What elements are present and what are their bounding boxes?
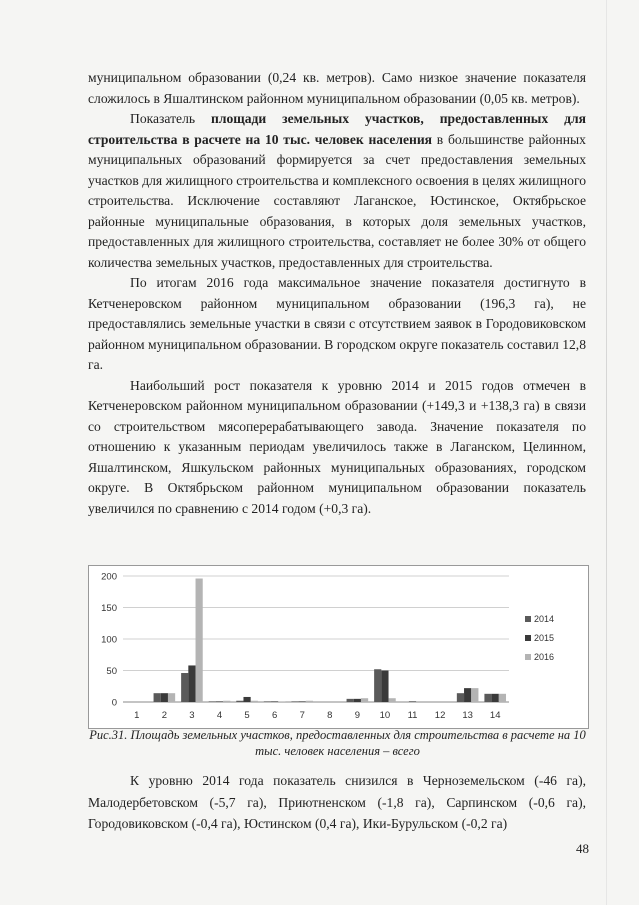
x-tick-label: 7	[299, 710, 305, 721]
paragraph-2-start: Показатель	[130, 111, 211, 126]
bar-2014	[347, 699, 354, 702]
y-tick-label: 0	[111, 697, 117, 709]
body-text-top	[88, 68, 586, 519]
bar-2014	[484, 694, 491, 702]
y-tick-label: 50	[106, 666, 117, 677]
paragraph-5: К уровню 2014 года показатель снизился в Черноземельском (-46 га), Малодербетовском (-5,7 га), Приютненском (-1,8 га), Сарпинском (-0,6 га), Городовиковском (-0,4 га), Юстинском (0,4 га), Ики-Бурульском (-0,2 га)	[88, 773, 586, 831]
bar-2014	[236, 701, 243, 702]
x-tick-label: 9	[354, 710, 361, 721]
paragraph-2-end: в большинстве районных муниципальных образований формируется за счет предоставления земельных участков для жилищного строительства и комплексного освоения в целях жилищного строительства. Исключение составляют Лаганское, Юстинское, Октябрьское районные муниципальные образования, в которых доля земельных участков, предоставленных для жилищного строительства, составляет не более 30% от общего количества земельных участков, предоставленных для строительства.	[88, 131, 586, 270]
x-tick-label: 14	[489, 710, 501, 721]
bar-2015	[381, 671, 388, 703]
legend-swatch	[525, 616, 531, 622]
bar-2014	[374, 669, 381, 702]
x-tick-label: 13	[462, 710, 473, 721]
bar-2014	[457, 693, 464, 702]
bar-2014	[291, 701, 298, 702]
legend-label: 2015	[534, 633, 555, 643]
bar-2016	[471, 688, 478, 702]
bar-2014	[264, 701, 271, 702]
legend-label: 2014	[534, 614, 555, 624]
bar-2016	[389, 698, 396, 702]
bar-chart	[88, 565, 589, 729]
x-tick-label: 10	[379, 710, 391, 721]
x-tick-label: 11	[407, 710, 418, 721]
bar-2015	[299, 701, 306, 702]
legend-swatch	[525, 654, 531, 660]
x-tick-label: 1	[134, 710, 140, 721]
bar-2014	[209, 701, 216, 702]
bar-2016	[361, 698, 368, 702]
bar-2016	[168, 693, 175, 702]
bar-2015	[188, 665, 195, 702]
x-tick-label: 6	[271, 710, 278, 721]
paragraph-2-bold: площади земельных участков, предоставленных для строительства в расчете на 10 тыс. человек населения	[88, 111, 586, 147]
bar-2015	[492, 694, 499, 702]
x-tick-label: 8	[327, 710, 333, 721]
bar-2015	[161, 693, 168, 702]
x-tick-label: 12	[434, 710, 446, 721]
bar-2015	[464, 688, 471, 702]
x-tick-label: 3	[189, 710, 195, 721]
bar-2014	[154, 693, 161, 702]
y-tick-label: 100	[101, 634, 117, 646]
paragraph-1: муниципальном образовании (0,24 кв. метров). Само низкое значение показателя сложилось в Яшалтинском районном муниципальном образовании (0,05 кв. метров).	[88, 70, 586, 106]
legend-swatch	[525, 635, 531, 641]
legend-label: 2016	[534, 652, 555, 662]
bar-2016	[223, 701, 230, 702]
paragraph-2	[88, 109, 586, 273]
y-tick-label: 200	[101, 571, 117, 583]
bar-2016	[306, 701, 313, 702]
x-tick-label: 5	[244, 710, 250, 721]
bar-chart-svg	[89, 566, 588, 728]
x-tick-label: 2	[161, 710, 168, 721]
x-tick-label: 4	[216, 710, 223, 721]
page-edge-shadow	[606, 0, 607, 905]
body-text-bottom	[88, 770, 586, 835]
bar-2015	[409, 701, 416, 702]
bar-2016	[499, 694, 506, 702]
bar-2016	[278, 701, 285, 702]
page-number: 48	[576, 841, 589, 856]
paragraph-3: По итогам 2016 года максимальное значение показателя достигнуто в Кетченеровском районном муниципальном образовании (196,3 га), не предоставлялись земельные участки в связи с отсутствием заявок в Городовиковском районном муниципальном образовании. В городском округе показатель составил 12,8 га.	[88, 275, 586, 372]
bar-2014	[181, 673, 188, 702]
bar-2015	[243, 697, 250, 702]
bar-2015	[271, 701, 278, 702]
figure-caption: Рис.31. Площадь земельных участков, предоставленных для строительства в расчете на 10 тыс. человек населения – всего	[89, 728, 586, 758]
bar-2016	[196, 579, 203, 702]
bar-2015	[216, 701, 223, 702]
y-tick-label: 150	[101, 603, 117, 614]
bar-2015	[354, 699, 361, 702]
bar-2016	[251, 701, 258, 702]
paragraph-4: Наибольший рост показателя к уровню 2014 и 2015 годов отмечен в Кетченеровском районном муниципальном образовании (+149,3 и +138,3 га) в связи со строительством мясоперерабатывающего завода. Значение показателя по отношению к указанным периодам увеличилось также в Лаганском, Целинном, Яшалтинском, Яшкульском районных муниципальных образованиях, городском округе. В Октябрьском районном муниципальном образовании показатель увеличился по сравнению с 2014 годом (+0,3 га).	[88, 377, 586, 516]
